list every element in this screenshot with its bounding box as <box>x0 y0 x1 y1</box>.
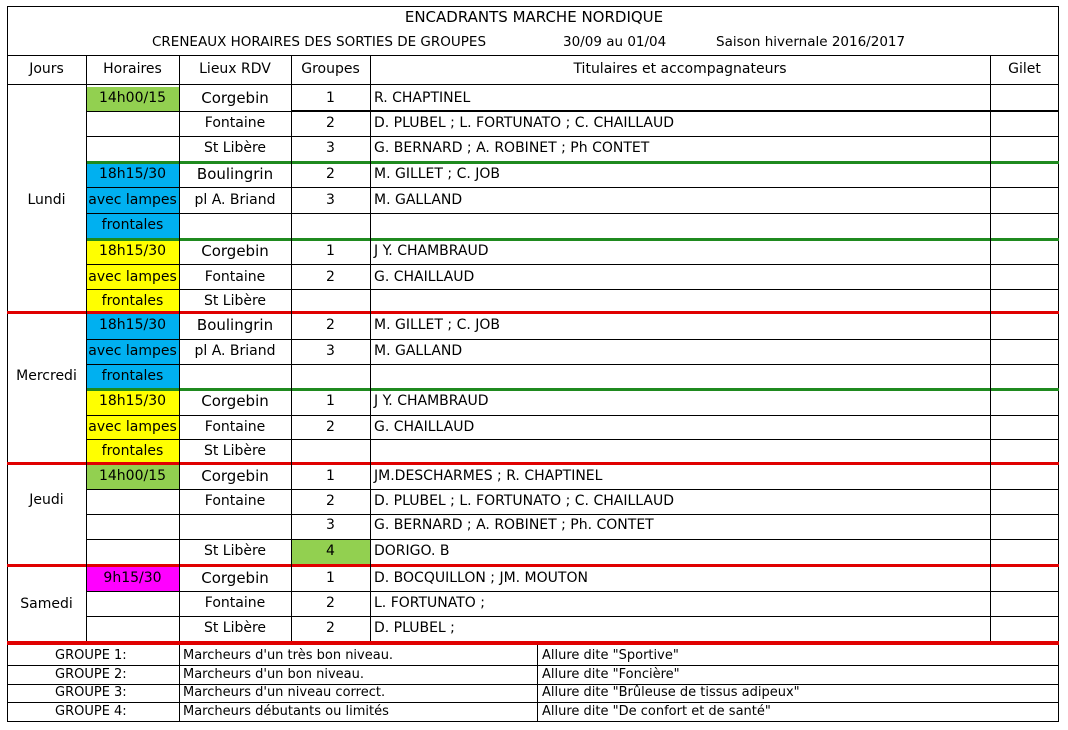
row-divider <box>86 489 1059 490</box>
leaders-text: J Y. CHAMBRAUD <box>374 393 489 409</box>
location-text: Boulingrin <box>196 165 274 183</box>
row-divider <box>86 439 1059 440</box>
header-horaires: Horaires <box>103 61 162 77</box>
row-divider <box>86 514 1059 515</box>
day-mercredi: Mercredi <box>16 368 77 384</box>
group-number: 1 <box>326 393 335 409</box>
location-text: Fontaine <box>204 269 266 285</box>
time-slot-text: 18h15/30 <box>98 393 167 409</box>
legend-divider <box>7 702 1059 703</box>
slot-separator <box>86 388 1059 391</box>
row-divider <box>86 187 1059 188</box>
leaders-text: D. BOCQUILLON ; JM. MOUTON <box>374 570 588 586</box>
day-lundi: Lundi <box>27 192 66 208</box>
row-divider <box>86 111 1059 112</box>
day-samedi: Samedi <box>20 596 73 612</box>
slot-separator <box>86 238 1059 241</box>
leaders-text: R. CHAPTINEL <box>374 90 471 106</box>
legend-description: Marcheurs d'un bon niveau. <box>183 667 365 682</box>
day-jeudi: Jeudi <box>29 492 64 508</box>
legend-allure: Allure dite "De confort et de santé" <box>542 704 771 719</box>
time-slot-text: frontales <box>101 443 164 459</box>
location-text: Boulingrin <box>196 316 274 334</box>
row-divider <box>86 591 1059 592</box>
legend-divider <box>7 684 1059 685</box>
header-titulaires: Titulaires et accompagnateurs <box>573 61 787 77</box>
group-number: 2 <box>326 269 335 285</box>
legend-allure: Allure dite "Brûleuse de tissus adipeux" <box>542 685 800 700</box>
row-divider <box>86 339 1059 340</box>
row-divider <box>86 289 1059 290</box>
location-text: pl A. Briand <box>194 343 276 359</box>
time-slot-text: avec lampes <box>88 269 177 285</box>
day-separator <box>7 641 1059 645</box>
header-gilet: Gilet <box>1008 61 1041 77</box>
location-text: Fontaine <box>204 115 266 131</box>
header-groupes: Groupes <box>301 61 360 77</box>
group-number: 1 <box>326 243 335 259</box>
group-number: 2 <box>326 620 335 636</box>
leaders-text: D. PLUBEL ; L. FORTUNATO ; C. CHAILLAUD <box>374 115 674 131</box>
group-number: 3 <box>326 343 335 359</box>
leaders-text: JM.DESCHARMES ; R. CHAPTINEL <box>374 468 603 484</box>
legend-allure: Allure dite "Foncière" <box>542 667 680 682</box>
leaders-text: G. BERNARD ; A. ROBINET ; Ph. CONTET <box>374 517 654 533</box>
location-text: St Libère <box>203 140 267 156</box>
leaders-text: D. PLUBEL ; <box>374 620 455 636</box>
group-number: 4 <box>326 543 335 559</box>
location-text: Fontaine <box>204 419 266 435</box>
column-divider <box>990 55 991 641</box>
location-text: pl A. Briand <box>194 192 276 208</box>
location-text: Corgebin <box>201 569 269 587</box>
row-divider <box>86 616 1059 617</box>
leaders-text: D. PLUBEL ; L. FORTUNATO ; C. CHAILLAUD <box>374 493 674 509</box>
group-number: 1 <box>326 468 335 484</box>
location-text: Corgebin <box>201 242 269 260</box>
location-text: St Libère <box>203 620 267 636</box>
time-slot-text: avec lampes <box>88 419 177 435</box>
time-slot-text: avec lampes <box>88 192 177 208</box>
time-slot-text: frontales <box>101 368 164 384</box>
column-divider <box>179 55 180 641</box>
legend-allure: Allure dite "Sportive" <box>542 648 679 663</box>
page-title: ENCADRANTS MARCHE NORDIQUE <box>404 8 664 26</box>
group-number: 3 <box>326 140 335 156</box>
leaders-text: G. CHAILLAUD <box>374 419 475 435</box>
time-slot-text: 9h15/30 <box>103 570 162 586</box>
time-slot-text: 18h15/30 <box>98 166 167 182</box>
time-slot-text: frontales <box>101 217 164 233</box>
location-text: St Libère <box>203 443 267 459</box>
subtitle-season: Saison hivernale 2016/2017 <box>716 34 906 50</box>
day-separator <box>7 311 1059 314</box>
column-divider <box>370 55 371 641</box>
group-number: 1 <box>326 570 335 586</box>
group-number: 2 <box>326 419 335 435</box>
subtitle-dates: 30/09 au 01/04 <box>563 34 667 50</box>
row-divider <box>291 110 1059 111</box>
group-number: 3 <box>326 517 335 533</box>
group-number: 1 <box>326 90 335 106</box>
time-slot-text: 18h15/30 <box>98 317 167 333</box>
row-divider <box>86 136 1059 137</box>
day-separator <box>7 564 1059 567</box>
legend-group-label: GROUPE 3: <box>55 685 127 700</box>
leaders-text: L. FORTUNATO ; <box>374 595 485 611</box>
legend-group-label: GROUPE 4: <box>55 704 127 719</box>
time-slot-text: 18h15/30 <box>98 243 167 259</box>
header-lieux: Lieux RDV <box>199 61 271 77</box>
group-number: 2 <box>326 317 335 333</box>
location-text: St Libère <box>203 543 267 559</box>
row-divider <box>86 415 1059 416</box>
subtitle-text: CRENEAUX HORAIRES DES SORTIES DE GROUPES <box>152 34 487 50</box>
leaders-text: M. GALLAND <box>374 192 463 208</box>
leaders-text: M. GILLET ; C. JOB <box>374 317 500 333</box>
location-text: Corgebin <box>201 467 269 485</box>
legend-divider <box>7 665 1059 666</box>
legend-description: Marcheurs d'un très bon niveau. <box>183 648 394 663</box>
header-top-rule <box>7 55 1059 56</box>
location-text: Fontaine <box>204 493 266 509</box>
leaders-text: M. GILLET ; C. JOB <box>374 166 500 182</box>
row-divider <box>86 364 1059 365</box>
header-bottom-rule <box>7 84 1059 85</box>
leaders-text: G. CHAILLAUD <box>374 269 475 285</box>
location-text: Corgebin <box>201 392 269 410</box>
location-text: St Libère <box>203 293 267 309</box>
time-slot-text: 14h00/15 <box>98 468 167 484</box>
row-divider <box>86 539 1059 540</box>
legend-description: Marcheurs débutants ou limités <box>183 704 389 719</box>
location-text: Corgebin <box>201 89 269 107</box>
time-slot-text: frontales <box>101 293 164 309</box>
leaders-text: DORIGO. B <box>374 543 450 559</box>
group-number: 3 <box>326 192 335 208</box>
time-slot-text: avec lampes <box>88 343 177 359</box>
leaders-text: J Y. CHAMBRAUD <box>374 243 489 259</box>
day-separator <box>7 462 1059 465</box>
leaders-text: G. BERNARD ; A. ROBINET ; Ph CONTET <box>374 140 650 156</box>
time-slot-text: 14h00/15 <box>98 90 167 106</box>
legend-description: Marcheurs d'un niveau correct. <box>183 685 386 700</box>
legend-group-label: GROUPE 2: <box>55 667 127 682</box>
header-jours: Jours <box>29 61 64 77</box>
row-divider <box>86 213 1059 214</box>
leaders-text: M. GALLAND <box>374 343 463 359</box>
group-number: 2 <box>326 115 335 131</box>
group-number: 2 <box>326 166 335 182</box>
group-number: 2 <box>326 595 335 611</box>
location-text: Fontaine <box>204 595 266 611</box>
slot-separator <box>86 161 1059 164</box>
row-divider <box>86 264 1059 265</box>
column-divider <box>86 55 87 641</box>
group-number: 2 <box>326 493 335 509</box>
column-divider <box>291 55 292 641</box>
legend-group-label: GROUPE 1: <box>55 648 127 663</box>
